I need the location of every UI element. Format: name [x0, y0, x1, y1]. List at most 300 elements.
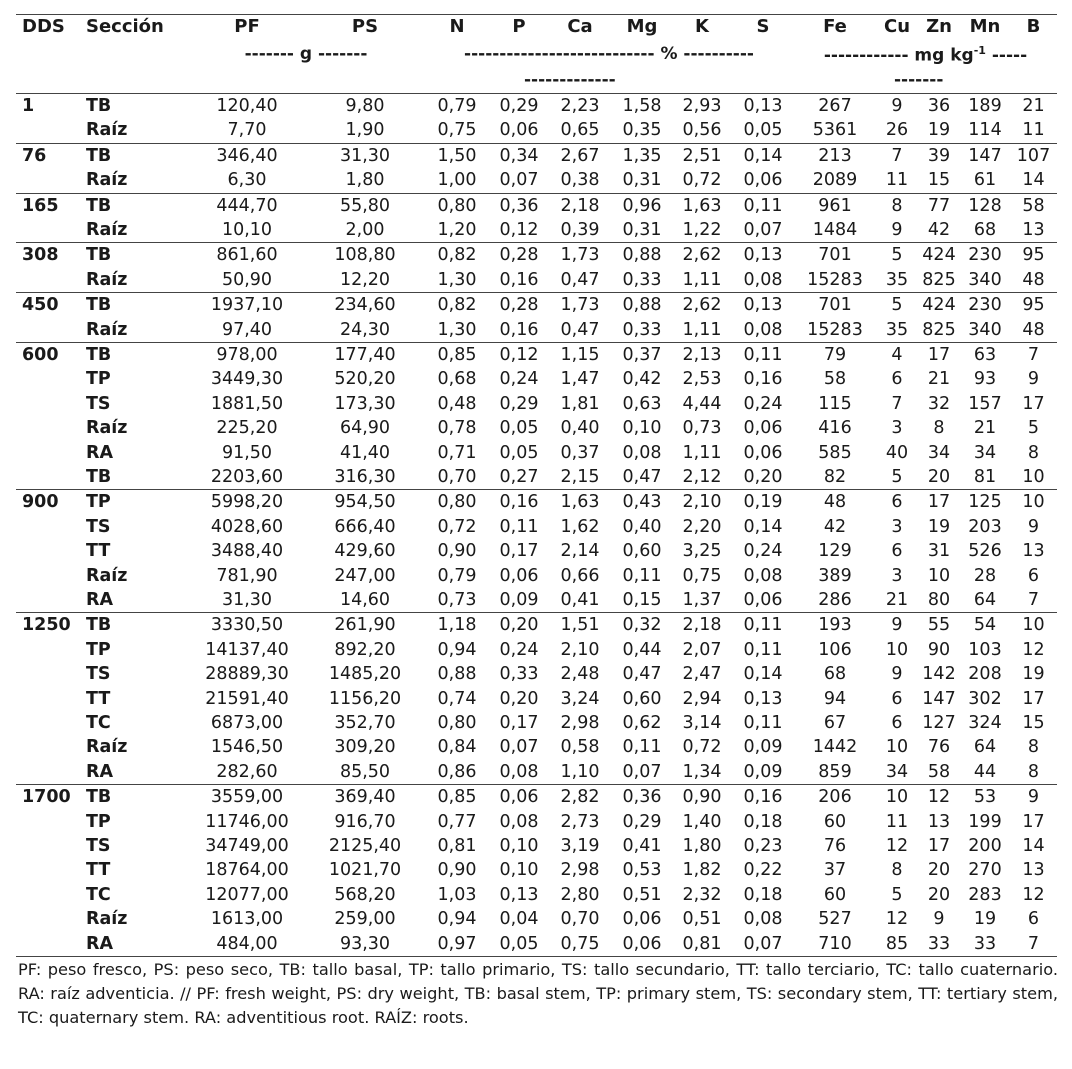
cell-value: 12 — [885, 909, 909, 930]
cell-value: 5361 — [812, 120, 858, 141]
cell-value: 0,18 — [743, 884, 783, 905]
units-row — [16, 39, 1057, 68]
cell-value: 125 — [960, 490, 1010, 515]
cell-value: 0,47 — [560, 269, 600, 290]
cell-value: 0,79 — [424, 93, 490, 118]
cell-value: 0,11 — [732, 613, 794, 638]
table-row — [16, 834, 1057, 858]
cell-value: 0,42 — [622, 369, 662, 390]
cell-value: 861,60 — [188, 243, 306, 268]
cell-value: 79 — [794, 342, 876, 367]
cell-dds — [16, 168, 82, 193]
cell-dds — [16, 441, 82, 465]
cell-value: 11 — [1022, 120, 1045, 141]
cell-value: 7 — [1027, 590, 1040, 610]
cell-value: 389 — [818, 565, 852, 586]
table-body — [16, 93, 1057, 956]
cell-value: 6 — [1027, 909, 1040, 930]
cell-value: 12 — [918, 785, 960, 810]
cell-value: 3,19 — [560, 836, 600, 857]
cell-value: 12077,00 — [205, 884, 289, 905]
cell-value: 416 — [818, 418, 852, 439]
cell-section: RA — [86, 761, 114, 782]
cell-value: 189 — [960, 93, 1010, 118]
cell-value: 2,14 — [560, 541, 600, 562]
cell-value: 0,77 — [437, 811, 477, 832]
cell-value: 0,07 — [622, 761, 662, 782]
cell-value: 282,60 — [216, 761, 278, 782]
cell-value: 6 — [876, 490, 918, 515]
cell-value: 1,10 — [560, 761, 600, 782]
cell-value: 85 — [876, 932, 918, 957]
cell-value: 14137,40 — [205, 639, 289, 660]
cell-value: 0,17 — [499, 713, 539, 734]
cell-value: 0,10 — [622, 418, 662, 439]
table-row — [16, 883, 1057, 907]
cell-value: 0,16 — [499, 319, 539, 340]
cell-value: 0,08 — [499, 761, 539, 782]
col-header-s: S — [756, 16, 770, 37]
cell-value: 157 — [968, 393, 1002, 414]
cell-value: 1613,00 — [210, 909, 284, 930]
cell-value: 108,80 — [306, 243, 424, 268]
cell-value: 0,35 — [622, 120, 662, 141]
cell-value: 2,98 — [560, 860, 600, 881]
cell-value: 147 — [922, 688, 956, 709]
cell-value: 825 — [922, 319, 956, 340]
cell-value: 0,11 — [622, 737, 662, 758]
cell-value: 1,58 — [612, 93, 672, 118]
cell-section: TC — [86, 884, 111, 905]
col-header-zn: Zn — [926, 16, 952, 37]
cell-value: 0,28 — [490, 293, 548, 318]
cell-dds — [16, 760, 82, 785]
cell-value: 103 — [968, 639, 1002, 660]
cell-value: 14 — [1022, 170, 1045, 191]
cell-value: 2,32 — [682, 884, 722, 905]
cell-value: 9 — [1027, 369, 1040, 390]
cell-value: 0,60 — [622, 541, 662, 562]
cell-value: 44 — [973, 761, 997, 782]
cell-dds — [16, 218, 82, 243]
cell-value: 0,97 — [424, 932, 490, 957]
cell-value: 0,11 — [622, 565, 662, 586]
cell-value: 0,33 — [622, 319, 662, 340]
cell-value: 106 — [818, 639, 852, 660]
cell-value: 0,36 — [490, 193, 548, 218]
cell-section: Raíz — [86, 737, 128, 758]
cell-value: 12 — [1022, 639, 1045, 660]
cell-value: 892,20 — [334, 639, 396, 660]
cell-value: 127 — [922, 713, 956, 734]
cell-value: 0,29 — [490, 93, 548, 118]
cell-value: 58 — [927, 761, 951, 782]
cell-value: 82 — [823, 466, 847, 487]
cell-value: 11 — [885, 170, 909, 191]
cell-dds — [16, 810, 82, 834]
cell-value: 0,81 — [672, 932, 732, 957]
cell-value: 0,08 — [743, 319, 783, 340]
cell-value: 173,30 — [334, 393, 396, 414]
cell-value: 0,08 — [499, 811, 539, 832]
cell-value: 0,51 — [682, 909, 722, 930]
cell-value: 710 — [794, 932, 876, 957]
cell-value: 2,20 — [682, 516, 722, 537]
cell-section: TB — [82, 93, 188, 118]
cell-value: 34749,00 — [205, 836, 289, 857]
cell-value: 0,68 — [437, 369, 477, 390]
cell-value: 0,41 — [560, 590, 600, 610]
cell-value: 1,35 — [612, 143, 672, 168]
table-row — [16, 342, 1057, 367]
cell-section: Raíz — [86, 418, 128, 439]
cell-value: 58 — [823, 369, 847, 390]
cell-value: 961 — [794, 193, 876, 218]
cell-value: 0,11 — [743, 713, 783, 734]
cell-dds — [16, 118, 82, 143]
cell-value: 0,05 — [743, 120, 783, 141]
cell-section: TS — [86, 393, 111, 414]
cell-value: 3488,40 — [210, 541, 284, 562]
cell-section: TP — [86, 811, 111, 832]
cell-value: 1,11 — [682, 269, 722, 290]
cell-value: 0,85 — [424, 785, 490, 810]
cell-value: 94 — [823, 688, 847, 709]
table-row — [16, 218, 1057, 243]
cell-value: 666,40 — [334, 516, 396, 537]
cell-value: 2125,40 — [328, 836, 402, 857]
cell-value: 21 — [973, 418, 997, 439]
cell-value: 9 — [876, 93, 918, 118]
cell-value: 259,00 — [334, 909, 396, 930]
cell-value: 199 — [968, 811, 1002, 832]
table-row — [16, 810, 1057, 834]
cell-value: 352,70 — [334, 713, 396, 734]
cell-value: 203 — [968, 516, 1002, 537]
cell-value: 0,70 — [560, 909, 600, 930]
cell-value: 58 — [1010, 193, 1057, 218]
cell-value: 0,05 — [490, 932, 548, 957]
cell-value: 0,48 — [437, 393, 477, 414]
cell-value: 8 — [876, 193, 918, 218]
cell-value: 85,50 — [339, 761, 391, 782]
cell-value: 15 — [927, 170, 951, 191]
cell-dds — [16, 907, 82, 931]
cell-value: 2,23 — [548, 93, 612, 118]
cell-value: 0,73 — [682, 418, 722, 439]
cell-value: 0,80 — [424, 490, 490, 515]
cell-value: 0,13 — [732, 93, 794, 118]
cell-value: 3 — [891, 516, 903, 537]
cell-dds — [16, 416, 82, 440]
table-row — [16, 465, 1057, 490]
cell-value: 0,33 — [499, 664, 539, 685]
cell-dds: 76 — [16, 143, 82, 168]
cell-value: 120,40 — [188, 93, 306, 118]
col-header-pf: PF — [234, 16, 260, 37]
table-row — [16, 662, 1057, 686]
cell-value: 28 — [973, 565, 997, 586]
cell-value: 0,10 — [499, 836, 539, 857]
cell-value: 0,88 — [437, 664, 477, 685]
cell-value: 0,94 — [437, 639, 477, 660]
cell-value: 0,16 — [732, 785, 794, 810]
cell-value: 3330,50 — [188, 613, 306, 638]
cell-value: 213 — [794, 143, 876, 168]
cell-value: 424 — [918, 293, 960, 318]
cell-value: 1,03 — [437, 884, 477, 905]
cell-value: 0,06 — [743, 170, 783, 191]
cell-value: 33 — [960, 932, 1010, 957]
cell-value: 2,51 — [672, 143, 732, 168]
cell-section: Raíz — [86, 219, 128, 240]
cell-value: 1,00 — [437, 170, 477, 191]
cell-value: 7 — [1010, 932, 1057, 957]
cell-value: 0,75 — [437, 120, 477, 141]
cell-value: 0,11 — [732, 193, 794, 218]
cell-value: 484,00 — [188, 932, 306, 957]
cell-value: 31,30 — [221, 590, 273, 610]
cell-value: 585 — [818, 442, 852, 463]
cell-value: 21 — [1010, 93, 1057, 118]
cell-value: 76 — [927, 737, 951, 758]
cell-value: 568,20 — [334, 884, 396, 905]
cell-value: 6873,00 — [210, 713, 284, 734]
cell-value: 225,20 — [216, 418, 278, 439]
table-row — [16, 932, 1057, 957]
cell-value: 0,06 — [622, 909, 662, 930]
cell-value: 825 — [922, 269, 956, 290]
cell-value: 19 — [927, 120, 951, 141]
cell-value: 0,47 — [622, 466, 662, 487]
cell-section: TT — [86, 688, 111, 709]
cell-value: 20 — [927, 884, 951, 905]
cell-section: Raíz — [86, 269, 128, 290]
cell-value: 0,06 — [743, 590, 783, 610]
cell-value: 0,43 — [612, 490, 672, 515]
cell-value: 0,09 — [499, 590, 539, 610]
cell-value: 6 — [891, 713, 903, 734]
cell-value: 0,06 — [743, 418, 783, 439]
cell-value: 701 — [794, 243, 876, 268]
cell-value: 0,32 — [612, 613, 672, 638]
cell-value: 0,78 — [437, 418, 477, 439]
cell-value: 10 — [885, 639, 909, 660]
cell-dds — [16, 662, 82, 686]
cell-value: 17 — [1022, 688, 1045, 709]
cell-value: 2,10 — [672, 490, 732, 515]
cell-value: 0,41 — [622, 836, 662, 857]
cell-value: 0,23 — [743, 836, 783, 857]
cell-value: 2,53 — [682, 369, 722, 390]
cell-value: 0,06 — [490, 785, 548, 810]
cell-value: 0,79 — [437, 565, 477, 586]
cell-section: RA — [86, 442, 114, 463]
cell-value: 0,08 — [743, 269, 783, 290]
cell-value: 1937,10 — [188, 293, 306, 318]
cell-dds — [16, 564, 82, 588]
cell-value: 0,84 — [437, 737, 477, 758]
cell-value: 48 — [1022, 269, 1045, 290]
cell-value: 0,96 — [612, 193, 672, 218]
cell-value: 1485,20 — [328, 664, 402, 685]
cell-value: 1021,70 — [328, 860, 402, 881]
cell-value: 63 — [960, 342, 1010, 367]
cell-value: 0,13 — [732, 243, 794, 268]
nutrient-table — [16, 14, 1057, 957]
cell-value: 0,39 — [560, 219, 600, 240]
cell-value: 1484 — [812, 219, 858, 240]
cell-value: 95 — [1010, 243, 1057, 268]
cell-value: 77 — [918, 193, 960, 218]
cell-value: 0,15 — [622, 590, 662, 610]
cell-value: 0,51 — [622, 884, 662, 905]
cell-value: 7 — [891, 393, 903, 414]
cell-value: 9 — [876, 613, 918, 638]
cell-section: TB — [82, 342, 188, 367]
cell-value: 0,31 — [622, 219, 662, 240]
cell-section: TB — [82, 193, 188, 218]
cell-value: 1,47 — [560, 369, 600, 390]
cell-value: 31,30 — [306, 143, 424, 168]
cell-dds: 165 — [16, 193, 82, 218]
cell-value: 0,16 — [490, 490, 548, 515]
cell-value: 8 — [1027, 737, 1040, 758]
cell-value: 2,18 — [672, 613, 732, 638]
cell-value: 267 — [794, 93, 876, 118]
cell-section: TT — [86, 541, 111, 562]
cell-value: 0,29 — [622, 811, 662, 832]
table-row — [16, 735, 1057, 759]
cell-value: 24,30 — [339, 319, 391, 340]
cell-value: 12,20 — [339, 269, 391, 290]
cell-value: 0,81 — [437, 836, 477, 857]
cell-value: 13 — [1022, 541, 1045, 562]
cell-value: 527 — [818, 909, 852, 930]
cell-section: TP — [82, 490, 188, 515]
cell-value: 1,73 — [548, 243, 612, 268]
cell-section: TB — [82, 143, 188, 168]
cell-value: 15 — [1022, 713, 1045, 734]
table-row — [16, 367, 1057, 391]
cell-value: 93,30 — [306, 932, 424, 957]
cell-value: 8 — [1027, 442, 1040, 463]
cell-value: 0,10 — [499, 860, 539, 881]
table-row — [16, 539, 1057, 563]
cell-value: 0,56 — [682, 120, 722, 141]
table-row — [16, 490, 1057, 515]
cell-value: 0,11 — [743, 639, 783, 660]
cell-value: 6,30 — [227, 170, 267, 191]
cell-value: 4,44 — [682, 393, 722, 414]
cell-value: 42 — [927, 219, 951, 240]
cell-value: 5 — [876, 243, 918, 268]
cell-value: 0,13 — [499, 884, 539, 905]
cell-value: 55,80 — [306, 193, 424, 218]
cell-value: 10 — [876, 785, 918, 810]
cell-value: 68 — [823, 664, 847, 685]
cell-value: 1,80 — [682, 836, 722, 857]
cell-value: 1442 — [812, 737, 858, 758]
cell-value: 4028,60 — [210, 516, 284, 537]
table-row — [16, 93, 1057, 118]
cell-value: 18764,00 — [205, 860, 289, 881]
cell-dds: 450 — [16, 293, 82, 318]
cell-dds — [16, 932, 82, 957]
cell-value: 177,40 — [306, 342, 424, 367]
cell-value: 2,13 — [672, 342, 732, 367]
cell-value: 8 — [1027, 761, 1040, 782]
cell-value: 3,14 — [682, 713, 722, 734]
cell-value: 42 — [823, 516, 847, 537]
cell-value: 0,13 — [732, 293, 794, 318]
cell-value: 2,80 — [560, 884, 600, 905]
table-row — [16, 441, 1057, 465]
cell-dds — [16, 465, 82, 490]
cell-value: 0,47 — [560, 319, 600, 340]
cell-value: 0,14 — [732, 143, 794, 168]
cell-value: 0,06 — [612, 932, 672, 957]
cell-section: Raíz — [86, 565, 128, 586]
cell-value: 0,07 — [499, 170, 539, 191]
cell-value: 340 — [968, 269, 1002, 290]
cell-value: 0,38 — [560, 170, 600, 191]
units-percent-cont: ------------- — [424, 68, 794, 93]
table-row — [16, 318, 1057, 343]
cell-value: 324 — [968, 713, 1002, 734]
cell-value: 11746,00 — [205, 811, 289, 832]
col-header-seccion: Sección — [86, 16, 164, 37]
cell-dds — [16, 858, 82, 882]
cell-value: 270 — [968, 860, 1002, 881]
cell-value: 48 — [794, 490, 876, 515]
col-header-ps: PS — [351, 16, 379, 37]
cell-value: 1,18 — [424, 613, 490, 638]
cell-value: 1,40 — [682, 811, 722, 832]
cell-value: 3 — [891, 418, 903, 439]
units-grams: ------- g ------- — [244, 43, 368, 64]
cell-value: 0,24 — [499, 639, 539, 660]
cell-value: 2203,60 — [210, 466, 284, 487]
cell-value: 107 — [1010, 143, 1057, 168]
cell-value: 0,11 — [732, 342, 794, 367]
cell-value: 1,90 — [345, 120, 385, 141]
cell-value: 206 — [794, 785, 876, 810]
col-header-mg: Mg — [626, 16, 658, 37]
cell-dds: 308 — [16, 243, 82, 268]
cell-value: 208 — [968, 664, 1002, 685]
cell-value: 0,90 — [437, 541, 477, 562]
cell-value: 9 — [1027, 516, 1040, 537]
units-percent: --------------------------- % ---------- — [464, 43, 754, 64]
cell-dds — [16, 735, 82, 759]
cell-dds: 1 — [16, 93, 82, 118]
cell-value: 20 — [927, 860, 951, 881]
cell-value: 10 — [1022, 466, 1045, 487]
cell-value: 2,15 — [560, 466, 600, 487]
cell-value: 0,72 — [437, 516, 477, 537]
cell-value: 10 — [1010, 490, 1057, 515]
cell-value: 6 — [891, 541, 903, 562]
cell-value: 142 — [922, 664, 956, 685]
cell-dds: 1250 — [16, 613, 82, 638]
table-row — [16, 118, 1057, 143]
table-row — [16, 760, 1057, 785]
cell-section: TT — [86, 860, 111, 881]
cell-value: 0,08 — [743, 565, 783, 586]
cell-value: 1156,20 — [328, 688, 402, 709]
cell-value: 2,93 — [672, 93, 732, 118]
